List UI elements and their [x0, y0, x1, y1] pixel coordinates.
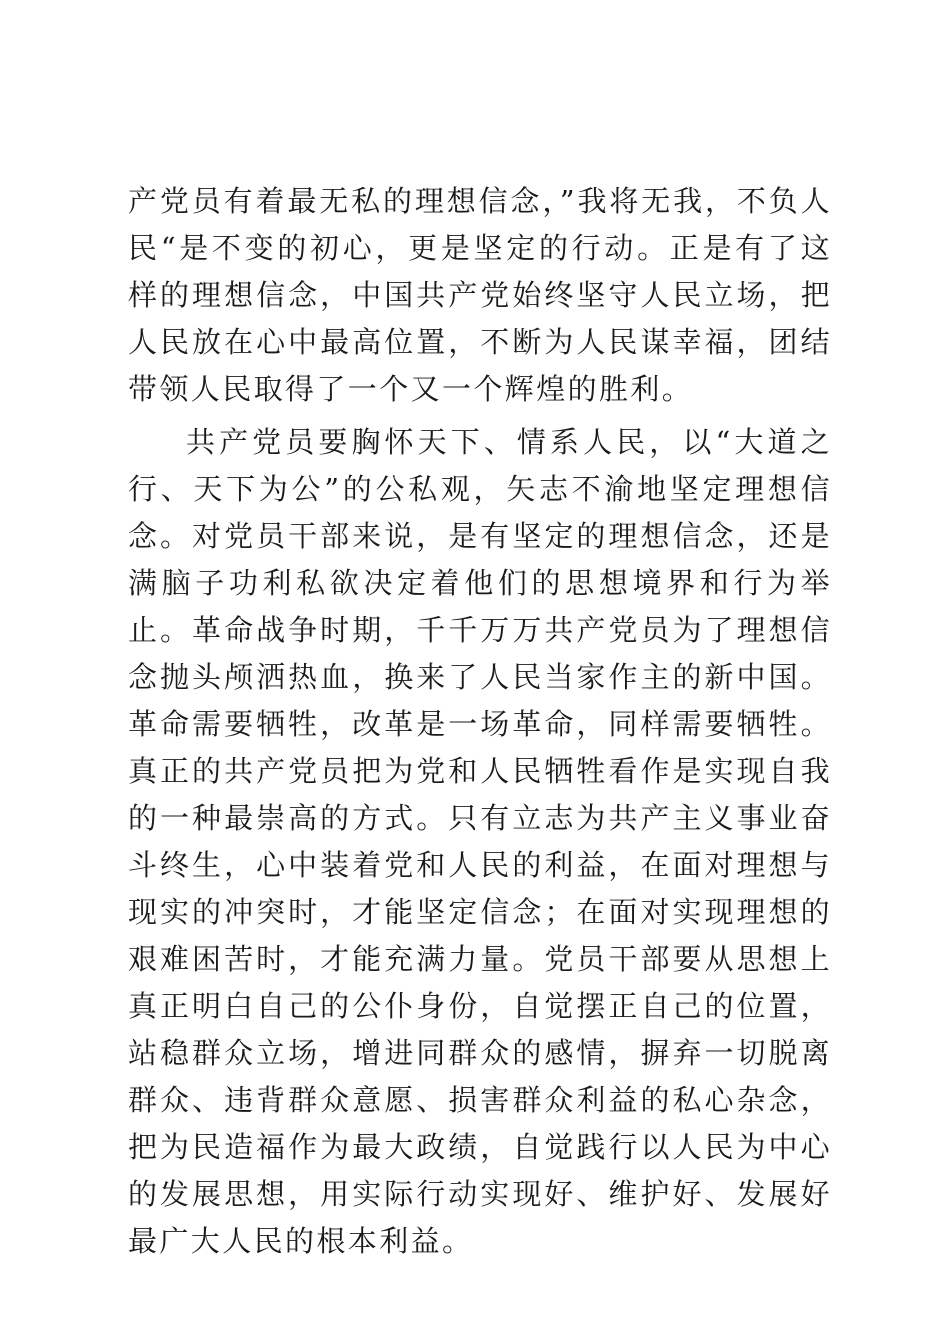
paragraph-continued: 产党员有着最无私的理想信念，”我将无我，不负人民“是不变的初心，更是坚定的行动。正是有了这样的理想信念，中国共产党始终坚守人民立场，把人民放在心中最高位置，不断为人民谋幸福，团结带领人民取得了一个又一个辉煌的胜利。	[128, 184, 832, 406]
paragraph-main: 共产党员要胸怀天下、情系人民，以“大道之行、天下为公”的公私观，矢志不渝地坚定理想信念。对党员干部来说，是有坚定的理想信念，还是满脑子功利私欲决定着他们的思想境界和行为举止。革命战争时期，千千万万共产党员为了理想信念抛头颅洒热血，换来了人民当家作主的新中国。革命需要牺牲，改革是一场革命，同样需要牺牲。真正的共产党员把为党和人民牺牲看作是实现自我的一种最崇高的方式。只有立志为共产主义事业奋斗终生，心中装着党和人民的利益，在面对理想与现实的冲突时，才能坚定信念；在面对实现理想的艰难困苦时，才能充满力量。党员干部要从思想上真正明白自己的公仆身份，自觉摆正自己的位置，站稳群众立场，增进同群众的感情，摒弃一切脱离群众、违背群众意愿、损害群众利益的私心杂念，把为民造福作为最大政绩，自觉践行以人民为中心的发展思想，用实际行动实现好、维护好、发展好最广大人民的根本利益。	[128, 425, 832, 1258]
document-body	[128, 178, 832, 1265]
